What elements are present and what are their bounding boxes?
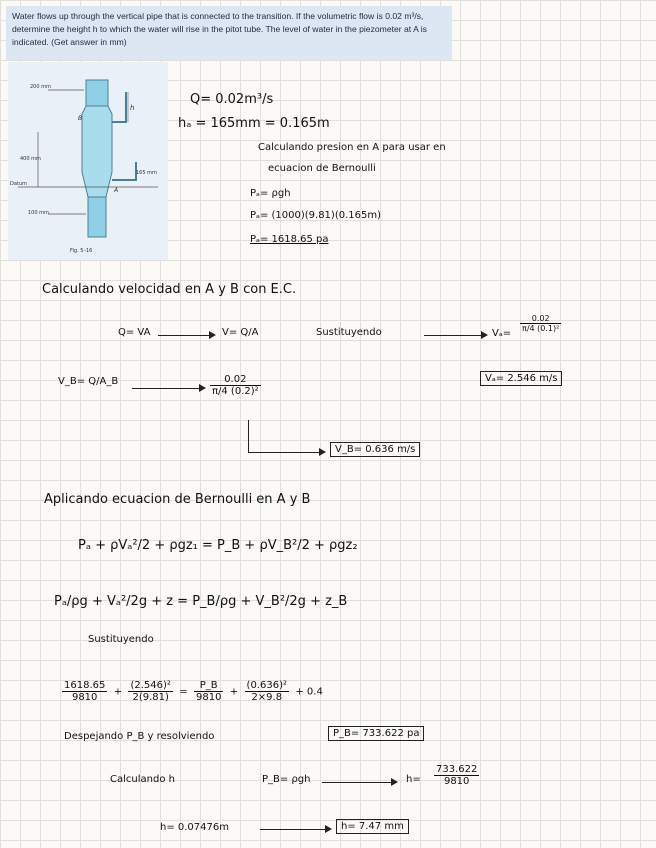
- arrow-1: [158, 335, 214, 336]
- sub-d-den: 2×9.8: [251, 692, 283, 703]
- sub-c-den: 9810: [196, 692, 222, 703]
- q-equation: Q= VA: [118, 327, 151, 338]
- arrow-2: [424, 335, 486, 336]
- sub-d-num: (0.636)²: [246, 680, 287, 691]
- problem-text: Water flows up through the vertical pipe that is connected to the transition. If the volumetric flow is 0.02 m³/s, determine the height h to which the water will rise in the pitot tube. The level of water in the piezometer at A is indicated. (Get answer in mm): [12, 11, 427, 47]
- label-400mm: 400 mm: [20, 156, 41, 162]
- bernoulli-eq-1: Pₐ + ρVₐ²/2 + ρgz₁ = P_B + ρV_B²/2 + ρgz₂: [78, 538, 358, 553]
- vb-den: π/4 (0.2)²: [212, 386, 259, 397]
- upper-pipe: [86, 80, 108, 106]
- h-lhs: h=: [406, 774, 421, 785]
- label-100mm: 100 mm: [28, 210, 49, 216]
- piezometer: [112, 162, 136, 180]
- sub-a-num: 1618.65: [64, 680, 106, 691]
- h-value: h= 0.07476m: [160, 822, 229, 833]
- pressure-eq-2: Pₐ= (1000)(9.81)(0.165m): [250, 210, 381, 221]
- label-datum: Datum: [10, 181, 27, 187]
- label-a: A: [114, 187, 119, 194]
- given-ha: hₐ = 165mm = 0.165m: [178, 116, 330, 131]
- pipe-diagram: [8, 62, 168, 260]
- arrow-4: [248, 452, 324, 453]
- h-fraction: [434, 764, 479, 787]
- label-200mm: 200 mm: [30, 84, 51, 90]
- pb-rhogh: P_B= ρgh: [262, 774, 311, 785]
- given-q: Q= 0.02m³/s: [190, 92, 274, 107]
- vb-equation: V_B= Q/A_B: [58, 376, 119, 387]
- lower-pipe: [88, 197, 106, 237]
- arrow-6: [260, 829, 330, 830]
- pressure-text-1: Calculando presion en A para usar en: [258, 142, 446, 153]
- sub-b-num: (2.546)²: [130, 680, 171, 691]
- arrow-3: [132, 388, 204, 389]
- bernoulli-heading: Aplicando ecuacion de Bernoulli en A y B: [44, 492, 311, 507]
- calc-h-text: Calculando h: [110, 774, 175, 785]
- substituting-1: Sustituyendo: [316, 327, 382, 338]
- h-den: 9810: [443, 776, 470, 787]
- pressure-eq-1: Pₐ= ρgh: [250, 188, 291, 199]
- pressure-eq-3: Pₐ= 1618.65 pa: [250, 234, 329, 245]
- label-b: B: [78, 115, 83, 122]
- despejando-text: Despejando P_B y resolviendo: [64, 731, 215, 742]
- pb-result: P_B= 733.622 pa: [328, 726, 424, 741]
- pressure-text-2: ecuacion de Bernoulli: [268, 163, 376, 174]
- label-h: h: [130, 104, 135, 112]
- va-lhs: Vₐ=: [492, 328, 512, 339]
- bernoulli-eq-2: Pₐ/ρg + Vₐ²/2g + z = P_B/ρg + V_B²/2g + z_B: [54, 594, 348, 609]
- sub-c-num: P_B: [194, 680, 223, 692]
- pipe-figure: [8, 62, 168, 260]
- substitution-equation: $\frac{1618.65}{9810}$ + $\frac{\text{(2.546)²}}{2(9.81)}$ = $\frac{P\_B}{9810}$ + $\frac{\text{(0.636)²}}{2\times 9.8}$ + 0.4: [64, 680, 323, 703]
- down-line: [248, 420, 249, 452]
- sub-e: + 0.4: [295, 686, 323, 698]
- va-fraction: [520, 314, 561, 333]
- substituting-2: Sustituyendo: [88, 634, 154, 645]
- velocity-heading: Calculando velocidad en A y B con E.C.: [42, 282, 297, 297]
- vb-fraction: [210, 374, 261, 397]
- label-165mm: 165 mm: [136, 170, 157, 176]
- problem-statement: [6, 6, 452, 60]
- figure-caption: Fig. 5–16: [70, 248, 93, 254]
- h-result: h= 7.47 mm: [336, 819, 409, 834]
- va-num: 0.02: [520, 314, 561, 324]
- vb-num: 0.02: [210, 374, 261, 386]
- vb-result: V_B= 0.636 m/s: [330, 442, 420, 457]
- va-den: π/4 (0.1)²: [522, 324, 560, 333]
- h-num: 733.622: [436, 764, 478, 775]
- sub-a-den: 9810: [71, 692, 98, 703]
- v-equation: V= Q/A: [222, 327, 259, 338]
- transition: [82, 106, 112, 197]
- arrow-5: [322, 782, 396, 783]
- sub-b-den: 2(9.81): [132, 692, 169, 703]
- va-result: Vₐ= 2.546 m/s: [480, 371, 562, 386]
